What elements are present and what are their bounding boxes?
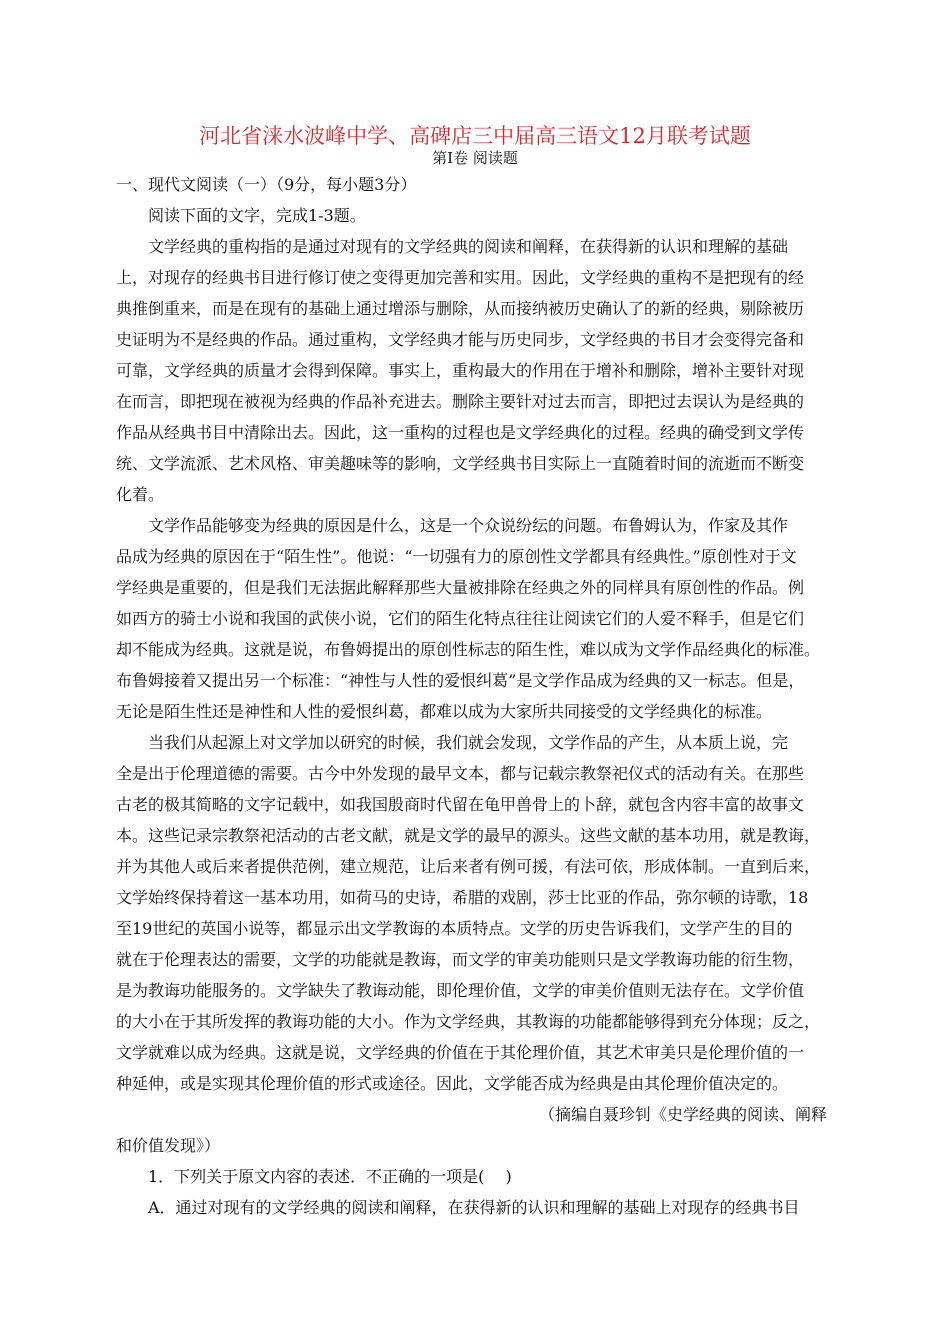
- passage-line: 是为教诲功能服务的。文学缺失了教诲动能，即伦理价值，文学的审美价值则无法存在。文学价值: [116, 981, 805, 1000]
- passage-line: 当我们从起源上对文学加以研究的时候，我们就会发现，文学作品的产生，从本质上说，完: [148, 733, 789, 752]
- section-instruction: 阅读下面的文字，完成1-3题。: [148, 206, 366, 225]
- section-heading: 一、现代文阅读（一）（9分，每小题3分）: [116, 175, 417, 194]
- passage-line: 史证明为不是经典的作品。通过重构，文学经典才能与历史同步，文学经典的书目才会变得完备和: [116, 330, 805, 349]
- question-option-a: A．通过对现有的文学经典的阅读和阐释，在获得新的认识和理解的基础上对现存的经典书目: [148, 1198, 800, 1217]
- passage-line: 文学经典的重构指的是通过对现有的文学经典的阅读和阐释，在获得新的认识和理解的基础: [148, 237, 789, 256]
- passage-line: 品成为经典的原因在于“陌生性”。他说：“一切强有力的原创性文学都具有经典性。”原创性对于文: [116, 547, 797, 566]
- passage-line: 在而言，即把现在被视为经典的作品补充进去。删除主要针对过去而言，即把过去误认为是经典的: [116, 392, 805, 411]
- question-stem: 1．下列关于原文内容的表述．不正确的一项是( ): [148, 1167, 512, 1186]
- passage-line: 布鲁姆接着又提出另一个标准：“神性与人性的爱恨纠葛”是文学作品成为经典的又一标志。但是，: [116, 671, 805, 690]
- passage-line: 至19世纪的英国小说等，都显示出文学教诲的本质特点。文学的历史告诉我们，文学产生的目的: [116, 919, 793, 938]
- passage-line: 全是出于伦理道德的需要。古今中外发现的最早文本，都与记载宗教祭祀仪式的活动有关。在那些: [116, 764, 805, 783]
- passage-line: 可靠，文学经典的质量才会得到保障。事实上，重构最大的作用在于增补和删除，增补主要针对现: [116, 361, 805, 380]
- passage-line: 文学作品能够变为经典的原因是什么，这是一个众说纷纭的问题。布鲁姆认为，作家及其作: [148, 516, 789, 535]
- document-title: 河北省涞水波峰中学、高碑店三中届高三语文12月联考试题: [199, 124, 751, 148]
- document-subtitle: 第Ⅰ卷 阅读题: [432, 149, 518, 167]
- passage-line: 如西方的骑士小说和我国的武侠小说，它们的陌生化特点往往让阅读它们的人爱不释手，但是它们: [116, 609, 805, 628]
- source-attribution: （摘编自聂珍钊《史学经典的阅读、阐释: [539, 1105, 828, 1124]
- passage-line: 种延伸，或是实现其伦理价值的形式或途径。因此，文学能否成为经典是由其伦理价值决定的。: [116, 1074, 789, 1093]
- passage-line: 文学就难以成为经典。这就是说，文学经典的价值在于其伦理价值，其艺术审美只是伦理价值的一: [116, 1043, 805, 1062]
- passage-line: 统、文学流派、艺术风格、审美趣味等的影响，文学经典书目实际上一直随着时间的流逝而不断变: [116, 454, 805, 473]
- passage-line: 本。这些记录宗教祭祀活动的古老文献，就是文学的最早的源头。这些文献的基本功用，就是教诲，: [116, 826, 821, 845]
- passage-line: 古老的极其简略的文字记载中，如我国殷商时代留在龟甲兽骨上的卜辞，就包含内容丰富的故事文: [116, 795, 805, 814]
- passage-line: 就在于伦理表达的需要，文学的功能就是教诲，而文学的审美功能则只是文学教诲功能的衍生物，: [116, 950, 805, 969]
- source-attribution-continued: 和价值发现》）: [116, 1136, 221, 1155]
- passage-line: 无论是陌生性还是神性和人性的爱恨纠葛，都难以成为大家所共同接受的文学经典化的标准。: [116, 702, 773, 721]
- passage-line: 并为其他人或后来者提供范例，建立规范，让后来者有例可援，有法可依，形成体制。一直到后来，: [116, 857, 821, 876]
- passage-line: 典推倒重来，而是在现有的基础上通过增添与删除，从而接纳被历史确认了的新的经典，剔除被历: [116, 299, 805, 318]
- passage-line: 却不能成为经典。这就是说，布鲁姆提出的原创性标志的陌生性，难以成为文学作品经典化的标准。: [116, 640, 821, 659]
- passage-line: 化着。: [116, 485, 165, 504]
- passage-line: 学经典是重要的，但是我们无法据此解释那些大量被排除在经典之外的同样具有原创性的作品。例: [116, 578, 805, 597]
- passage-line: 作品从经典书目中清除出去。因此，这一重构的过程也是文学经典化的过程。经典的确受到文学传: [116, 423, 805, 442]
- passage-line: 的大小在于其所发挥的教诲功能的大小。作为文学经典，其教诲的功能都能够得到充分体现；反之，: [116, 1012, 821, 1031]
- passage-line: 上，对现存的经典书目进行修订使之变得更加完善和实用。因此，文学经典的重构不是把现有的经: [116, 268, 805, 287]
- passage-line: 文学始终保持着这一基本功用，如荷马的史诗，希腊的戏剧，莎士比亚的作品，弥尔顿的诗歌，18: [116, 888, 809, 907]
